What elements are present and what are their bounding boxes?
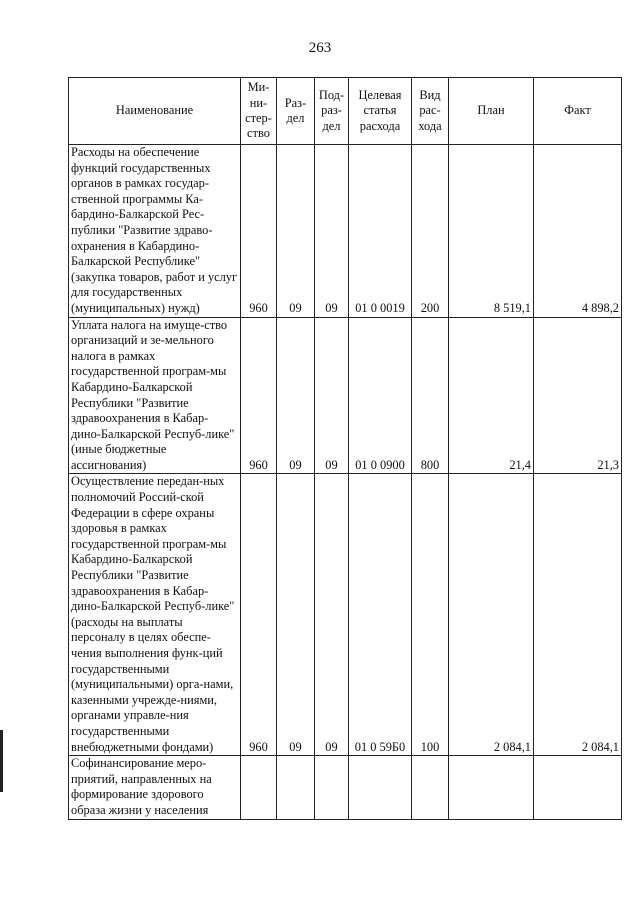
row-expense-type	[412, 756, 449, 819]
row-fact	[534, 756, 622, 819]
row-name: Расходы на обеспечение функций государственных органов в рамках государ-ственной программы Ка-бардино-Балкарской Рес-публики "Развитие здраво-охранения в Кабардино-Балкарской Республике" (закупка товаров, работ и услуг для государственных (муниципальных) нужд)	[69, 145, 241, 318]
header-fact: Факт	[534, 78, 622, 145]
header-section: Раз- дел	[277, 78, 315, 145]
row-fact: 2 084,1	[534, 474, 622, 756]
row-name: Уплата налога на имуще-ство организаций и зе-мельного налога в рамках государственной програм-мы Кабардино-Балкарской Республики "Развитие здравоохранения в Кабар-дино-Балкарской Респуб-лике" (иные бюджетные ассигнования)	[69, 317, 241, 474]
row-target-article: 01 0 0019	[349, 145, 412, 318]
row-expense-type: 100	[412, 474, 449, 756]
row-fact: 4 898,2	[534, 145, 622, 318]
row-section: 09	[277, 317, 315, 474]
row-expense-type: 800	[412, 317, 449, 474]
row-expense-type: 200	[412, 145, 449, 318]
header-subsection: Под- раз- дел	[315, 78, 349, 145]
header-plan: План	[449, 78, 534, 145]
header-expense-type: Вид рас- хода	[412, 78, 449, 145]
header-target-article: Целевая статья расхода	[349, 78, 412, 145]
row-ministry: 960	[241, 474, 277, 756]
row-subsection: 09	[315, 145, 349, 318]
row-plan: 8 519,1	[449, 145, 534, 318]
header-ministry: Ми- ни- стер- ство	[241, 78, 277, 145]
table-row	[69, 317, 622, 474]
row-ministry: 960	[241, 317, 277, 474]
row-target-article: 01 0 59Б0	[349, 474, 412, 756]
row-subsection: 09	[315, 474, 349, 756]
row-ministry: 960	[241, 145, 277, 318]
row-ministry	[241, 756, 277, 819]
header-row	[69, 78, 622, 145]
row-section: 09	[277, 145, 315, 318]
scan-margin-mark	[0, 730, 3, 792]
page-number: 263	[308, 40, 332, 56]
table-row	[69, 145, 622, 318]
row-target-article	[349, 756, 412, 819]
row-subsection	[315, 756, 349, 819]
row-name: Софинансирование меро-приятий, направленных на формирование здорового образа жизни у населения	[69, 756, 241, 819]
row-name: Осуществление передан-ных полномочий Россий-ской Федерации в сфере охраны здоровья в рамках государственной програм-мы Кабардино-Балкарской Республики "Развитие здравоохранения в Кабар-дино-Балкарской Респуб-лике" (расходы на выплаты персоналу в целях обеспе-чения выполнения функ-ций государственными (муниципальными) орга-нами, казенными учрежде-ниями, органами управле-ния государственными внебюджетными фондами)	[69, 474, 241, 756]
row-subsection: 09	[315, 317, 349, 474]
row-plan: 21,4	[449, 317, 534, 474]
row-section: 09	[277, 474, 315, 756]
budget-table	[68, 77, 622, 820]
row-fact: 21,3	[534, 317, 622, 474]
table-row	[69, 756, 622, 819]
row-plan: 2 084,1	[449, 474, 534, 756]
row-plan	[449, 756, 534, 819]
row-section	[277, 756, 315, 819]
row-target-article: 01 0 0900	[349, 317, 412, 474]
header-name: Наименование	[69, 78, 241, 145]
table-row	[69, 474, 622, 756]
